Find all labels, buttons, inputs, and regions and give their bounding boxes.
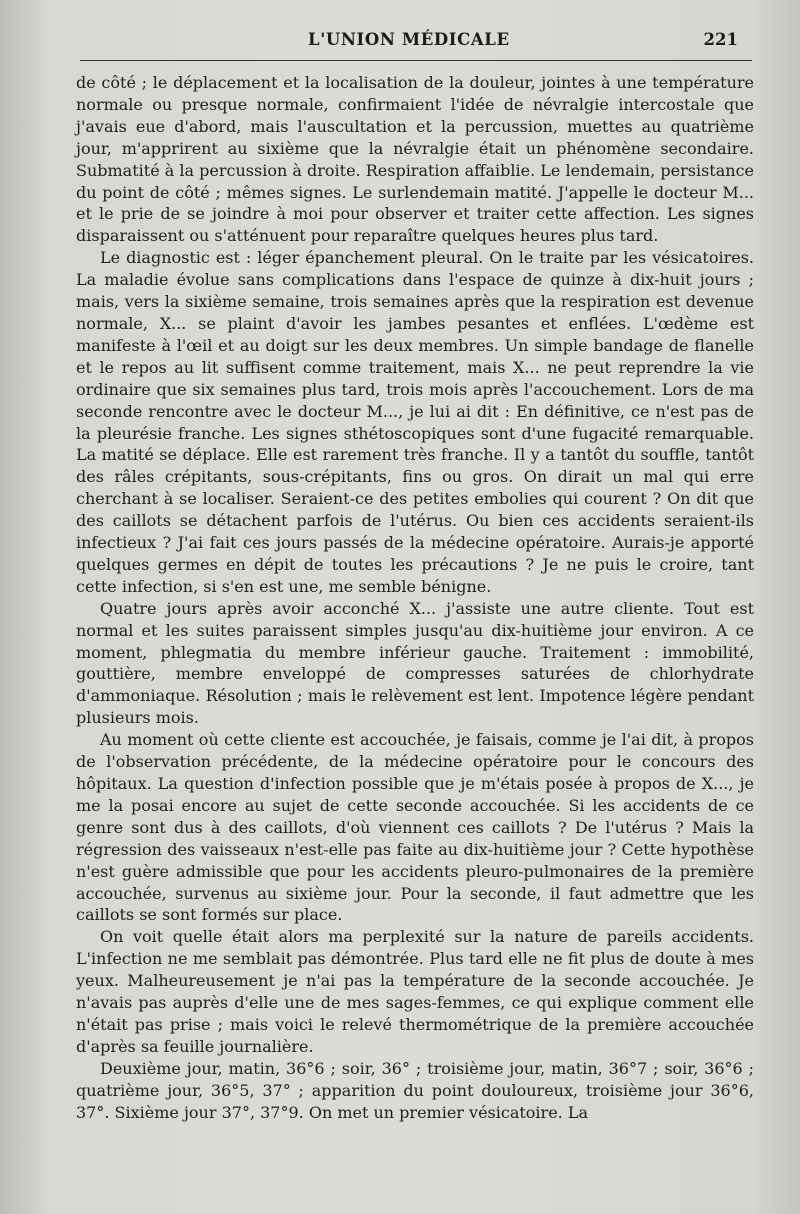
page-number: 221 [703, 30, 738, 49]
paragraph: On voit quelle était alors ma perplexité sur la nature de pareils accidents. L'infection ne me semblait pas démontrée. Plus tard elle ne fit plus de doute à mes yeux. Malheureusement je n'ai pas la température de la seconde accouchée. Je n'avais pas auprès d'elle une de mes sages-femmes, ce qui explique comment elle n'était pas prise ; mais voici le relevé thermométrique de la première accouchée d'après sa feuille journalière. [76, 927, 754, 1056]
journal-title: L'UNION MÉDICALE [308, 30, 510, 49]
paragraph: Le diagnostic est : léger épanchement pleural. On le traite par les vésicatoires. La maladie évolue sans complications dans l'espace de quinze à dix-huit jours ; mais, vers la sixième semaine, trois semaines après que la respiration est devenue normale, X... se plaint d'avoir les jambes pesantes et enflées. L'œdème est manifeste à l'œil et au doigt sur les deux membres. Un simple bandage de flanelle et le repos au lit suffisent comme traitement, mais X... ne peut reprendre la vie ordinaire que six semaines plus tard, trois mois après l'accouchement. Lors de ma seconde rencontre avec le docteur M..., je lui ai dit : En définitive, ce n'est pas de la pleurésie franche. Les signes sthétoscopiques sont d'une fugacité remarquable. La matité se déplace. Elle est rarement très franche. Il y a tantôt du souffle, tantôt des râles crépitants, sous-crépitants, fins ou gros. On dirait un mal qui erre cherchant à se localiser. Seraient-ce des petites embolies qui courent ? On dit que des caillots se détachent parfois de l'utérus. Ou bien ces accidents seraient-ils infectieux ? J'ai fait ces jours passés de la médecine opératoire. Aurais-je apporté quelques germes en dépit de toutes les précautions ? Je ne puis le croire, tant cette infection, si s'en est une, me semble bénigne. [76, 248, 754, 596]
paragraph: Au moment où cette cliente est accouchée, je faisais, comme je l'ai dit, à propos de l'observation précédente, de la médecine opératoire pour le concours des hôpitaux. La question d'infection possible que je m'étais posée à propos de X..., je me la posai encore au sujet de cette seconde accouchée. Si les accidents de ce genre sont dus à des caillots, d'où viennent ces caillots ? De l'utérus ? Mais la régression des vaisseaux n'est-elle pas faite au dix-huitième jour ? Cette hypothèse n'est guère admissible que pour les accidents pleuro-pulmonaires de la première accouchée, survenus au sixième jour. Pour la seconde, il faut admettre que les caillots se sont formés sur place. [76, 730, 754, 925]
paragraph: de côté ; le déplacement et la localisation de la douleur, jointes à une température normale ou presque normale, confirmaient l'idée de névralgie intercostale que j'avais eue d'abord, mais l'auscultation et la percussion, muettes au quatrième jour, m'apprirent au sixième que la névralgie était un phénomène secondaire. Submatité à la percussion à droite. Respiration affaiblie. Le lendemain, persistance du point de côté ; mêmes signes. Le surlendemain matité. J'appelle le docteur M... et le prie de se joindre à moi pour observer et traiter cette affection. Les signes disparaissent ou s'atténuent pour reparaître quelques heures plus tard. [76, 73, 754, 246]
paragraph: Quatre jours après avoir acconché X... j'assiste une autre cliente. Tout est normal et les suites paraissent simples jusqu'au dix-huitième jour environ. A ce moment, phlegmatia du membre inférieur gauche. Traitement : immobilité, gouttière, membre enveloppé de compresses saturées de chlorhydrate d'ammoniaque. Résolution ; mais le relèvement est lent. Impotence légère pendant plusieurs mois. [76, 598, 754, 728]
running-header [80, 30, 740, 54]
header-rule [80, 60, 752, 61]
body-text [76, 72, 754, 1124]
paragraph: Deuxième jour, matin, 36°6 ; soir, 36° ; troisième jour, matin, 36°7 ; soir, 36°6 ; quatrième jour, 36°5, 37° ; apparition du point douloureux, troisième jour 36°6, 37°. Sixième jour 37°, 37°9. On met un premier vésicatoire. La [76, 1058, 754, 1122]
